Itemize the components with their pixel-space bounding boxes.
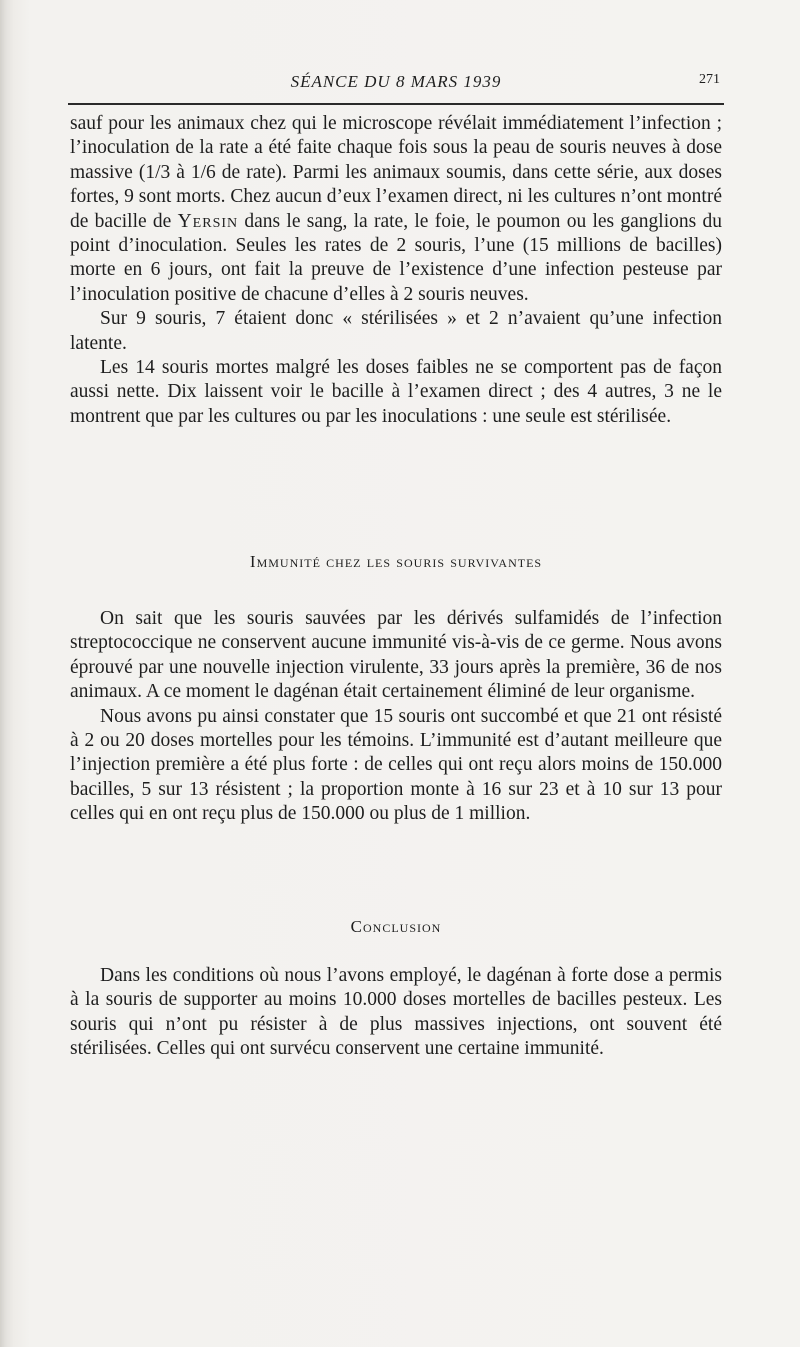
page-header [70,70,722,100]
paragraph: Les 14 souris mortes malgré les doses faibles ne se comportent pas de façon aussi nette. Dix laissent voir le bacille à l’examen direct ; des 4 autres, 3 ne le montrent que par les cultures ou par les inoculations : une seule est stérilisée. [70,357,722,427]
paragraph-text: dans le sang, la rate, le foie, le poumon ou les ganglions du point d’inoculation. Seules les rates de 2 souris, l’une (15 millions de bacilles) morte en 6 jours, ont fait la preuve de l’existence d’une infection pesteuse par l’inoculation positive de chacune d’elles à 2 souris neuves. [70,210,722,305]
body-text-top [70,112,722,429]
paragraph: Dans les conditions où nous l’avons employé, le dagénan à forte dose a permis à la souris de supporter au moins 10.000 doses mortelles de bacilles pesteux. Les souris qui n’ont pu résister à de plus massives injections, ont souvent été stérilisées. Celles qui ont survécu conservent une certaine immunité. [70,965,722,1060]
paragraph-text: sauf pour les animaux chez qui le microscope révélait immédiatement l’infection ; l’inoculation de la rate a été faite chaque fois sous la peau de souris neuves à dose massive (1/3 à 1/6 de rate). Parmi les animaux soumis, dans cette série, aux doses fortes, 9 sont morts. Chez aucun d’eux l’examen direct, ni les cultures n’ont montré de bacille de [70,113,722,232]
author-name-yersin: Yersin [177,210,239,232]
paragraph: On sait que les souris sauvées par les dérivés sulfamidés de l’infection streptococcique ne conservent aucune immunité vis-à-vis de ce germe. Nous avons éprouvé par une nouvelle injection virulente, 33 jours après la première, 36 de nos animaux. A ce moment le dagénan était certainement éliminé de leur organisme. [70,608,722,703]
body-text-immunite [70,607,722,827]
paragraph: Sur 9 souris, 7 étaient donc « stérilisées » et 2 n’avaient qu’une infection latente. [70,308,722,354]
section-heading-immunite: Immunité chez les souris survivantes [249,552,543,571]
paragraph: Nous avons pu ainsi constater que 15 souris ont succombé et que 21 ont résisté à 2 ou 20 doses mortelles pour les témoins. L’immunité est d’autant meilleure que l’injection première a été plus forte : de celles qui ont reçu alors moins de 150.000 bacilles, 5 sur 13 résistent ; la proportion monte à 16 sur 23 et à 10 sur 13 pour celles qui en ont reçu plus de 150.000 ou plus de 1 million. [70,705,722,825]
header-rule [68,103,724,105]
body-text-conclusion [70,964,722,1062]
running-head: SÉANCE DU 8 MARS 1939 [290,72,502,91]
section-heading-conclusion: Conclusion [350,917,442,936]
paragraph-continued [70,112,722,307]
page-number: 271 [699,72,720,87]
